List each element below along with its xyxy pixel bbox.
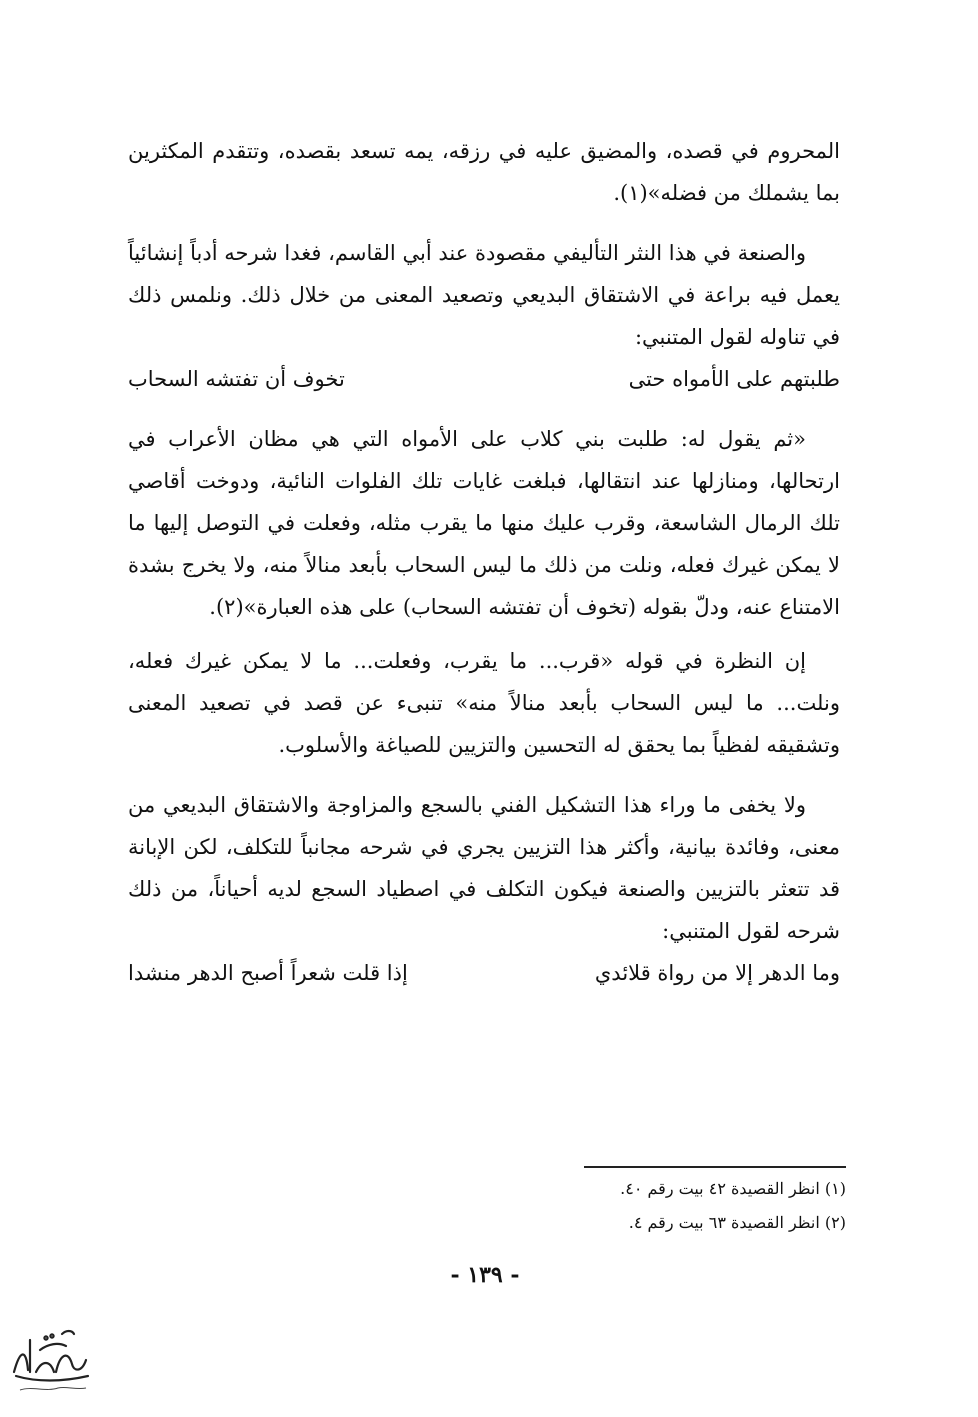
verse-2-first-hemistich: وما الدهر إلا من رواة قلائدي [594, 961, 840, 985]
paragraph-4: إن النظرة في قوله «قرب... ما يقرب، وفعلت... ما لا يمكن غيرك فعله، ونلت... ما ليس السحاب بأبعد منالاً منه» تنبىء عن قصد في تصعيد المعنى وتشقيقه لفظياً بما يحقق له التحسين والتزيين للصياغة والأسلوب. [128, 649, 840, 757]
verse-2 [128, 952, 840, 994]
paragraph-1: المحروم في قصده، والمضيق عليه في رزقه، يمه تسعد بقصده، وتتقدم المكثرين بما يشملك من فضله»(١). [128, 139, 840, 205]
footnote-2: (٢) انظر القصيدة ٦٣ بيت رقم ٤. [628, 1213, 846, 1232]
page-number: - ١٣٩ - [450, 1262, 520, 1288]
footnote-1: (١) انظر القصيدة ٤٢ بيت رقم ٤٠. [620, 1179, 846, 1198]
footnote-divider [584, 1166, 846, 1168]
main-text [128, 130, 840, 994]
footnotes [500, 1172, 846, 1240]
calligraphy-stamp-icon [6, 1320, 94, 1400]
paragraph-2: والصنعة في هذا النثر التأليفي مقصودة عند أبي القاسم، فغدا شرحه أدباً إنشائياً يعمل فيه براعة في الاشتقاق البديعي وتصعيد المعنى من خلال ذلك. ونلمس ذلك في تناوله لقول المتنبي: [128, 241, 840, 349]
paragraph-3: «ثم يقول له: طلبت بني كلاب على الأمواه التي هي مظان الأعراب في ارتحالها، ومنازلها عند انتقالها، فبلغت غايات تلك الفلوات النائية، ودوخت أقاصي تلك الرمال الشاسعة، وقرب عليك منها ما يقرب مثله، وفعلت في التوصل إليها ما لا يمكن غيرك فعله، ونلت من ذلك ما ليس السحاب بأبعد منالاً منه، ولا يخرج بشدة الامتناع عنه، ودلّ بقوله (تخوف أن تفتشه السحاب) على هذه العبارة»(٢). [128, 427, 840, 619]
verse-1-second-hemistich: تخوف أن تفتشه السحاب [128, 367, 345, 391]
verse-1-first-hemistich: طلبتهم على الأمواه حتى [628, 367, 840, 391]
paragraph-5: ولا يخفى ما وراء هذا التشكيل الفني بالسجع والمزاوجة والاشتقاق البديعي من معنى، وفائدة بيانية، وأكثر هذا التزيين يجري في شرحه مجانباً للتكلف، لكن الإبانة قد تتعثر بالتزيين والصنعة فيكون التكلف في اصطياد السجع لديه أحياناً، من ذلك شرحه لقول المتنبي: [128, 793, 840, 943]
verse-2-second-hemistich: إذا قلت شعراً أصبح الدهر منشدا [128, 961, 408, 985]
verse-1 [128, 358, 840, 400]
